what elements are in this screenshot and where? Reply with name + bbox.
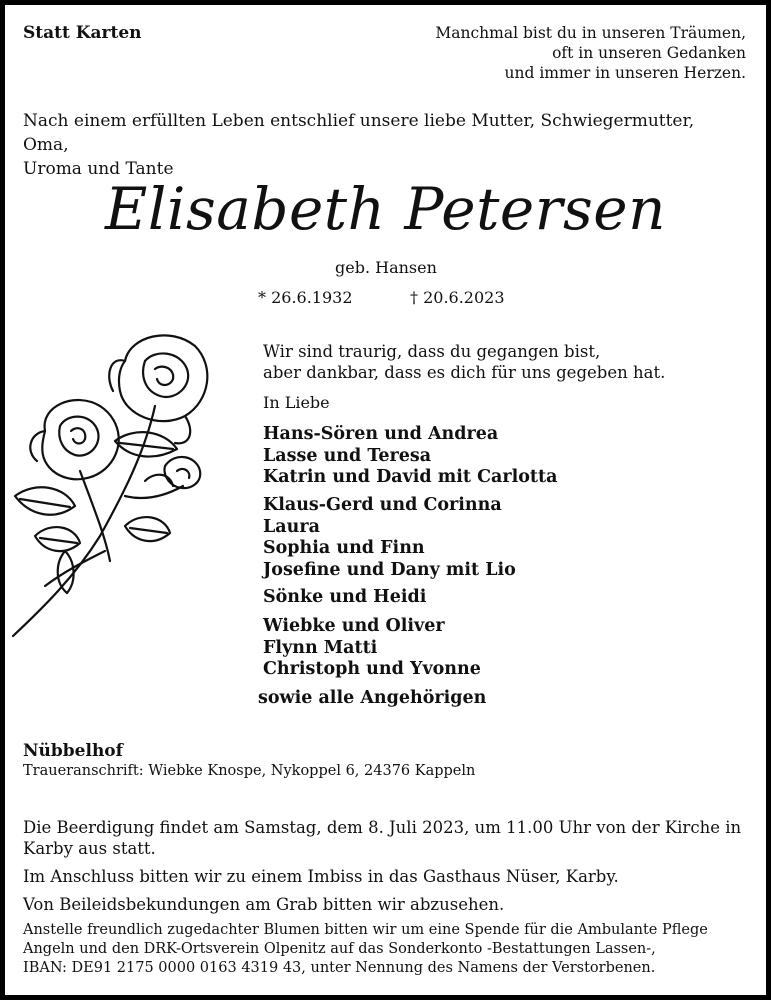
funeral-line: Karby aus statt. [23, 839, 156, 858]
mourning-address: Traueranschrift: Wiebke Knospe, Nykoppel 6, 24376 Kappeln [23, 763, 476, 779]
intro-line: Nach einem erfüllten Leben entschlief unsere liebe Mutter, Schwiegermutter, Oma, [23, 111, 695, 155]
quote-line: Wir sind traurig, dass du gegangen bist, [263, 342, 601, 361]
donation-line: Angeln und den DRK-Ortsverein Olpenitz auf das Sonderkonto -Bestattungen Lassen-, [23, 941, 656, 957]
funeral-line: Die Beerdigung findet am Samstag, dem 8. Juli 2023, um 11.00 Uhr von der Kirche in [23, 818, 742, 837]
funeral-info [23, 817, 743, 859]
family-line: Wiebke und Oliver [263, 616, 445, 636]
motto-line: Manchmal bist du in unseren Träumen, [435, 24, 746, 42]
place-name: Nübbelhof [23, 741, 123, 761]
family-line: Flynn Matti [263, 637, 378, 658]
motto-line: und immer in unseren Herzen. [504, 64, 746, 82]
family-line: Hans-Sören und Andrea [263, 424, 499, 444]
motto-line: oft in unseren Gedanken [552, 44, 746, 62]
family-line: Josefine und Dany mit Lio [263, 559, 516, 580]
family-group-4 [263, 616, 481, 681]
quote-text [263, 341, 665, 383]
reception-info: Im Anschluss bitten wir zu einem Imbiss in das Gasthaus Nüser, Karby. [23, 867, 619, 886]
deceased-name: Elisabeth Petersen [105, 175, 666, 243]
quote-line: aber dankbar, dass es dich für uns gegeben hat. [263, 363, 666, 382]
motto-verse [435, 23, 746, 83]
family-group-3 [263, 587, 426, 609]
birth-date: * 26.6.1932 [258, 288, 353, 307]
intro-text [23, 109, 743, 181]
family-group-1 [263, 424, 557, 489]
rose-illustration [5, 321, 255, 641]
statt-karten-label: Statt Karten [23, 23, 142, 43]
family-group-2 [263, 495, 516, 581]
family-closing: sowie alle Angehörigen [258, 688, 487, 708]
donation-line: Anstelle freundlich zugedachter Blumen bitten wir um eine Spende für die Ambulante Pflege [23, 922, 708, 938]
family-line: Katrin und David mit Carlotta [263, 467, 558, 487]
family-line: Christoph und Yvonne [263, 659, 481, 679]
donation-info [23, 921, 748, 978]
family-line: Sönke und Heidi [263, 587, 427, 607]
condolence-note: Von Beileidsbekundungen am Grab bitten wir abzusehen. [23, 895, 505, 914]
born-name: geb. Hansen [335, 258, 437, 277]
family-line: Sophia und Finn [263, 538, 425, 558]
donation-line: IBAN: DE91 2175 0000 0163 4319 43, unter Nennung des Namens der Verstorbenen. [23, 960, 656, 976]
intro-line: Uroma und Tante [23, 159, 174, 179]
death-date: † 20.6.2023 [410, 288, 505, 307]
in-liebe-label: In Liebe [263, 393, 330, 412]
family-line: Klaus-Gerd und Corinna [263, 495, 502, 515]
family-line: Lasse und Teresa [263, 445, 432, 466]
family-line: Laura [263, 516, 320, 537]
